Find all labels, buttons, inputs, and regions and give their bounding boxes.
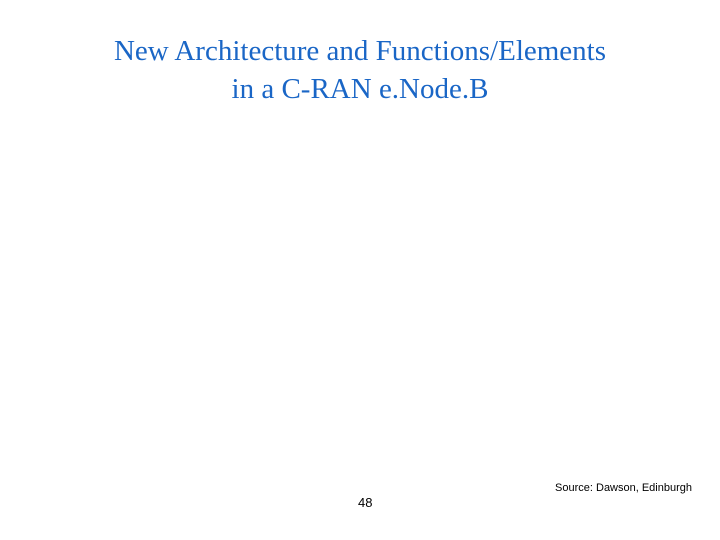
- source-citation: Source: Dawson, Edinburgh: [555, 482, 692, 494]
- slide-title-line-2: in a C-RAN e.Node.B: [231, 73, 489, 105]
- page-number: 48: [358, 495, 373, 510]
- slide-title-line-1: New Architecture and Functions/Elements: [113, 35, 607, 67]
- slide-title: [0, 32, 720, 108]
